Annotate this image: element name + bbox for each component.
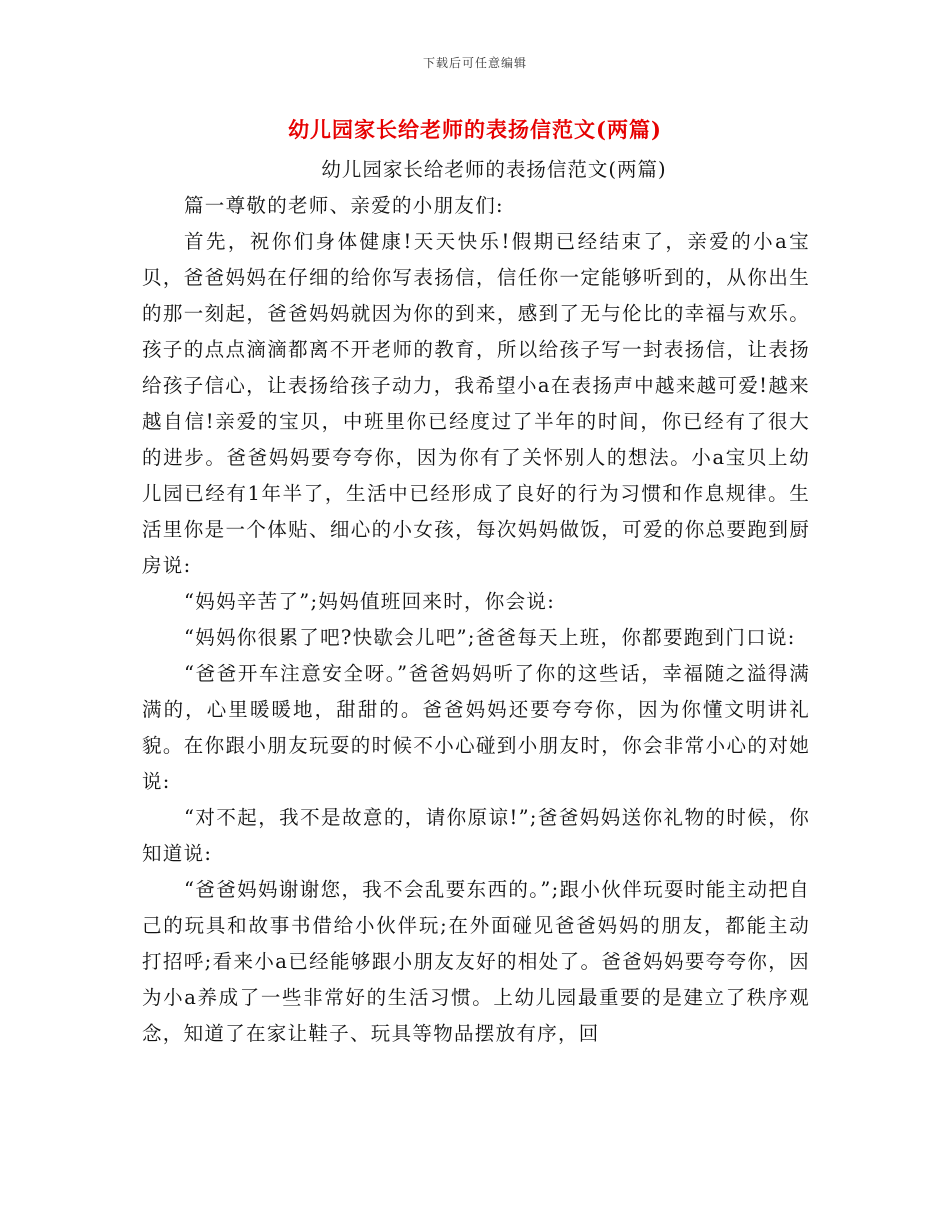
paragraph: “爸爸开车注意安全呀。”爸爸妈妈听了你的这些话，幸福随之溢得满满的，心里暖暖地，甜甜的。爸爸妈妈还要夸夸你，因为你懂文明讲礼貌。在你跟小朋友玩耍的时候不小心碰到小朋友时，你会非常小心的对她说:: [142, 662, 810, 793]
paragraph: “对不起，我不是故意的，请你原谅!”;爸爸妈妈送你礼物的时候，你知道说:: [142, 806, 810, 865]
document-title: 幼儿园家长给老师的表扬信范文(两篇): [288, 117, 662, 142]
document-subtitle: 幼儿园家长给老师的表扬信范文(两篇): [321, 158, 667, 181]
paragraph: “爸爸妈妈谢谢您，我不会乱要东西的。”;跟小伙伴玩耍时能主动把自己的玩具和故事书借给小伙伴玩;在外面碰见爸爸妈妈的朋友，都能主动打招呼;看来小a已经能够跟小朋友友好的相处了。爸爸妈妈要夸夸你，因为小a养成了一些非常好的生活习惯。上幼儿园最重要的是建立了秩序观念，知道了在家让鞋子、玩具等物品摆放有序，回: [142, 878, 810, 1045]
document-body: [142, 152, 810, 1052]
header-note: 下载后可任意编辑: [422, 56, 527, 70]
paragraph: 首先，祝你们身体健康!天天快乐!假期已经结束了，亲爱的小a宝贝，爸爸妈妈在仔细的给你写表扬信，信任你一定能够听到的，从你出生的那一刻起，爸爸妈妈就因为你的到来，感到了无与伦比的幸福与欢乐。孩子的点点滴滴都离不开老师的教育，所以给孩子写一封表扬信，让表扬给孩子信心，让表扬给孩子动力，我希望小a在表扬声中越来越可爱!越来越自信!亲爱的宝贝，中班里你已经度过了半年的时间，你已经有了很大的进步。爸爸妈妈要夸夸你，因为你有了关怀别人的想法。小a宝贝上幼儿园已经有1年半了，生活中已经形成了良好的行为习惯和作息规律。生活里你是一个体贴、细心的小女孩，每次妈妈做饭，可爱的你总要跑到厨房说:: [142, 230, 810, 577]
paragraph-salutation: 篇一尊敬的老师、亲爱的小朋友们:: [184, 194, 504, 217]
paragraph: “妈妈你很累了吧?快歇会儿吧”;爸爸每天上班，你都要跑到门口说:: [184, 626, 796, 649]
paragraph: “妈妈辛苦了”;妈妈值班回来时，你会说:: [184, 590, 556, 613]
